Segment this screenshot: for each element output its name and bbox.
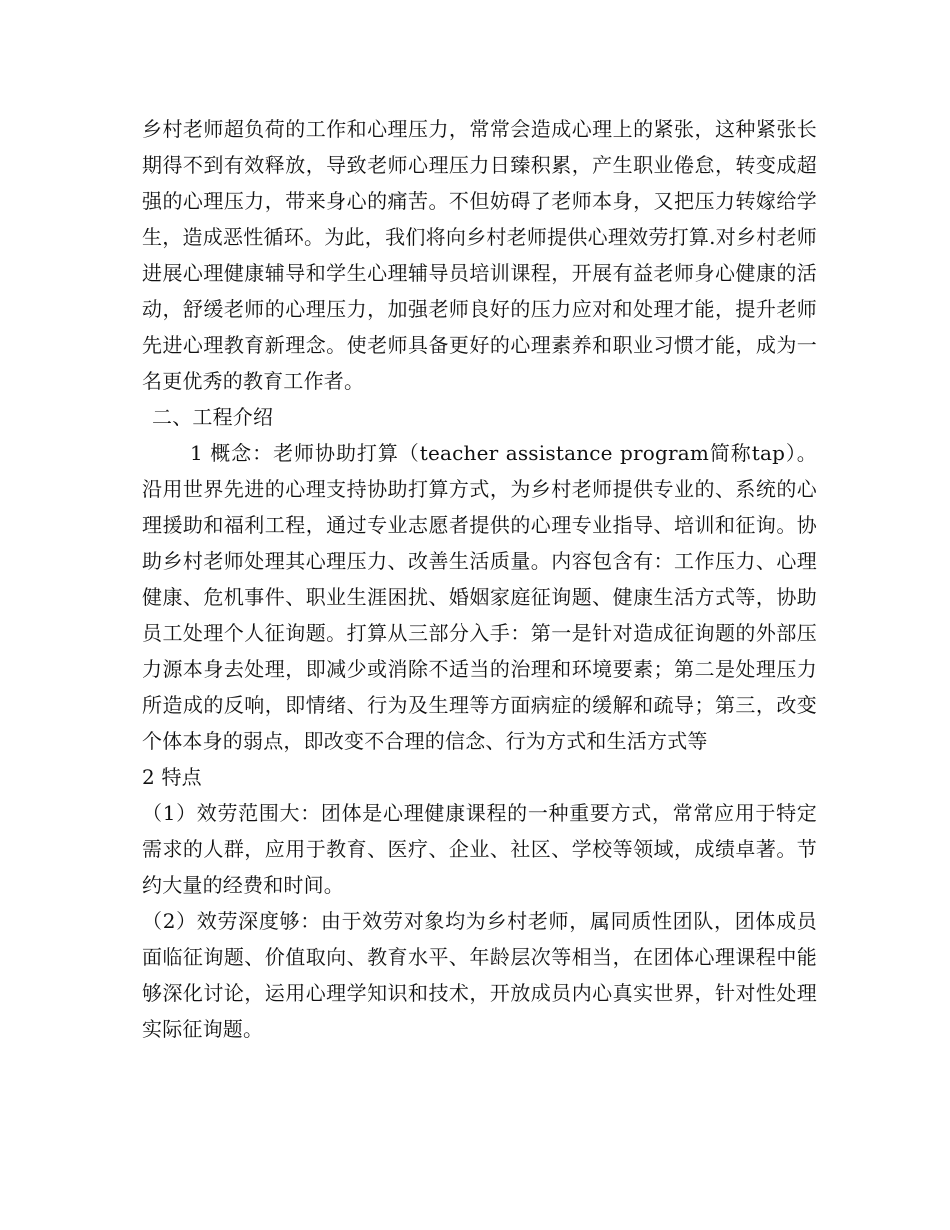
features-heading: 2 特点: [142, 765, 202, 789]
section-heading: 二、工程介绍: [152, 405, 274, 429]
feature-paragraph-1: （1）效劳范围大：团体是心理健康课程的一种重要方式，常常应用于特定需求的人群，应用于教育、医疗、企业、社区、学校等领域，成绩卓著。节约大量的经费和时间。: [142, 801, 817, 897]
intro-paragraph: 乡村老师超负荷的工作和心理压力，常常会造成心理上的紧张，这种紧张长期得不到有效释放，导致老师心理压力日臻积累，产生职业倦怠，转变成超强的心理压力，带来身心的痛苦。不但妨碍了老师本身，又把压力转嫁给学生，造成恶性循环。为此，我们将向乡村老师提供心理效劳打算.对乡村老师进展心理健康辅导和学生心理辅导员培训课程，开展有益老师身心健康的活动，舒缓老师的心理压力，加强老师良好的压力应对和处理才能，提升老师先进心理教育新理念。使老师具备更好的心理素养和职业习惯才能，成为一名更优秀的教育工作者。: [142, 117, 817, 393]
concept-paragraph: 1 概念：老师协助打算（teacher assistance program简称tap）。沿用世界先进的心理支持协助打算方式，为乡村老师提供专业的、系统的心理援助和福利工程，通过专业志愿者提供的心理专业指导、培训和征询。协助乡村老师处理其心理压力、改善生活质量。内容包含有：工作压力、心理健康、危机事件、职业生涯困扰、婚姻家庭征询题、健康生活方式等，协助员工处理个人征询题。打算从三部分入手：第一是针对造成征询题的外部压力源本身去处理，即减少或消除不适当的治理和环境要素；第二是处理压力所造成的反响，即情绪、行为及生理等方面病症的缓解和疏导；第三，改变个体本身的弱点，即改变不合理的信念、行为方式和生活方式等: [142, 441, 817, 753]
feature-paragraph-2: （2）效劳深度够：由于效劳对象均为乡村老师，属同质性团队，团体成员面临征询题、价值取向、教育水平、年龄层次等相当，在团体心理课程中能够深化讨论，运用心理学知识和技术，开放成员内心真实世界，针对性处理实际征询题。: [142, 909, 817, 1041]
document-page: [142, 111, 817, 1047]
